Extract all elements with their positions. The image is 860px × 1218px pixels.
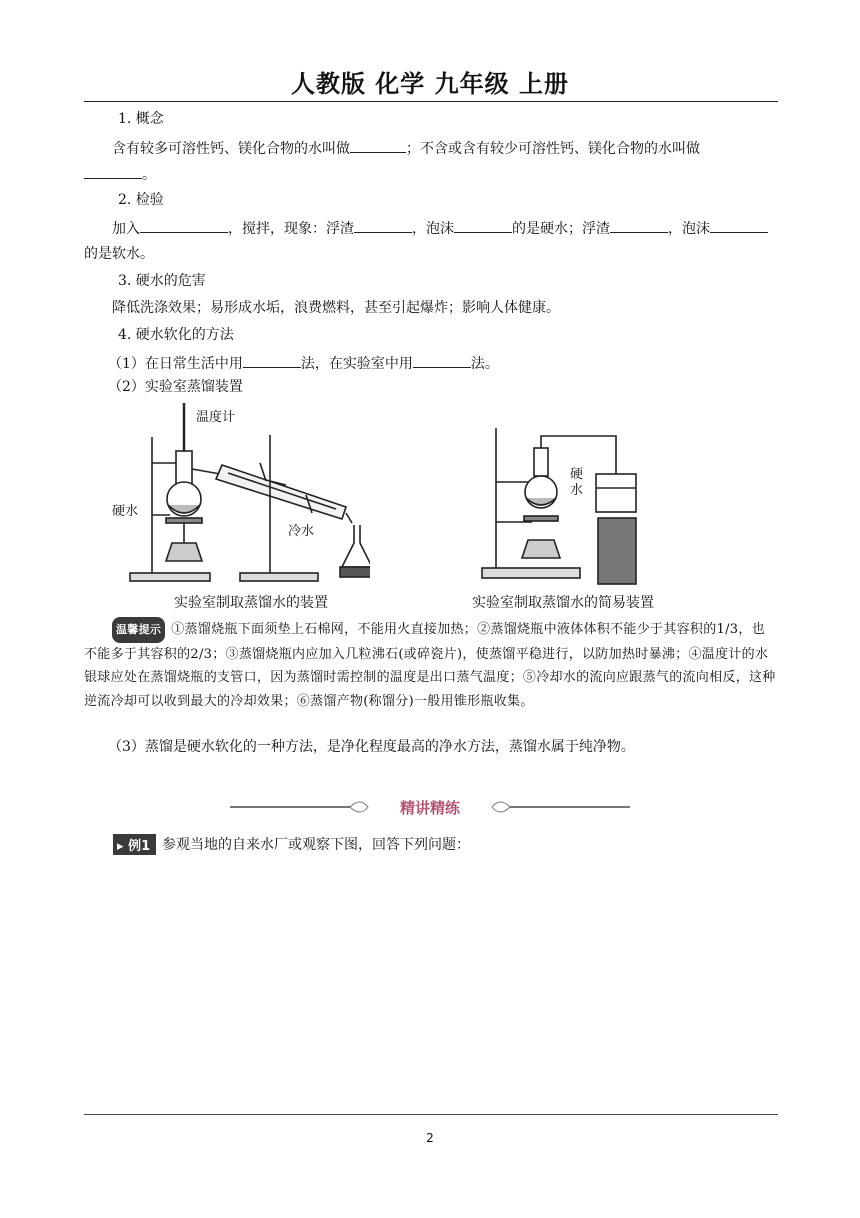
- example-text: 参观当地的自来水厂或观察下图，回答下列问题：: [162, 837, 470, 853]
- section2-t2: ，搅拌，现象：浮渣: [228, 221, 354, 237]
- simple-distillation-figure: [478, 418, 658, 586]
- section3-text: 降低洗涤效果；易形成水垢，浪费燃料，甚至引起爆炸；影响人体健康。: [112, 300, 560, 316]
- section4-item2: （2）实验室蒸馏装置: [108, 379, 243, 395]
- label-hard-water-right: 硬水: [570, 467, 584, 498]
- tips-text: ①蒸馏烧瓶下面须垫上石棉网，不能用火直接加热；②蒸馏烧瓶中液体体积不能少于其容积的1/3，也不能多于其容积的2/3；③蒸馏烧瓶内应加入几粒沸石(或碎瓷片)，使蒸馏平稳进行，以防加热时暴沸；④温度计的水银球应处在蒸馏烧瓶的支管口，因为蒸馏时需控制的温度是出口蒸气温度；⑤冷却水的流向应跟蒸气的流向相反，这种逆流冷却可以收到最大的冷却效果；⑥蒸馏产物(称馏分)一般用锥形瓶收集。: [84, 622, 776, 709]
- blank-scum-hard: [354, 218, 412, 233]
- page-number: 2: [426, 1131, 434, 1145]
- section4-item3: （3）蒸馏是硬水软化的一种方法，是净化程度最高的净水方法，蒸馏水属于纯净物。: [108, 739, 635, 755]
- blank-foam-soft: [710, 218, 768, 233]
- section1-line2: [84, 164, 156, 184]
- section2-line2: 的是软水。: [84, 246, 154, 262]
- section2-heading: 2. 检验: [118, 192, 164, 208]
- blank-scum-soft: [610, 218, 668, 233]
- section4-item1-a: （1）在日常生活中用: [108, 356, 243, 372]
- section1-heading: 1. 概念: [118, 111, 164, 127]
- tips-block: [84, 617, 778, 713]
- left-figure-caption: 实验室制取蒸馏水的装置: [174, 595, 328, 611]
- section2-t3: ，泡沫: [412, 221, 454, 237]
- example-badge-label: 例1: [128, 839, 151, 854]
- header-rule: [84, 101, 778, 102]
- section4-item1-c: 法。: [470, 356, 499, 372]
- example-badge: ▸ 例1: [113, 834, 156, 855]
- blank-lab-method: [413, 353, 471, 368]
- section2-line1: [112, 218, 768, 238]
- section1-text-b: ；不含或含有较少可溶性钙、镁化合物的水叫做: [406, 141, 700, 157]
- blank-daily-method: [243, 353, 301, 368]
- divider-label: 精讲精练: [399, 799, 461, 817]
- label-hard-water-left: 硬水: [112, 504, 139, 519]
- section1-text-c: 。: [142, 167, 156, 183]
- section1-line1: [112, 138, 700, 158]
- right-figure-caption: 实验室制取蒸馏水的简易装置: [472, 595, 654, 611]
- page-header-title: 人教版 化学 九年级 上册: [290, 70, 570, 98]
- section2-t5: ，泡沫: [668, 221, 710, 237]
- label-cold-water: 冷水: [288, 524, 315, 539]
- section4-item1: [108, 353, 499, 373]
- section2-t4: 的是硬水；浮渣: [512, 221, 610, 237]
- distillation-apparatus-figure: [110, 395, 370, 587]
- blank-hard-water: [350, 138, 406, 153]
- section1-text-a: 含有较多可溶性钙、镁化合物的水叫做: [112, 141, 350, 157]
- section3-heading: 3. 硬水的危害: [118, 273, 206, 289]
- section4-heading: 4. 硬水软化的方法: [118, 327, 234, 343]
- footer-rule: [84, 1114, 778, 1115]
- tips-badge: 温馨提示: [112, 617, 165, 643]
- label-thermometer: 温度计: [196, 410, 236, 425]
- section2-t1: 加入: [112, 221, 140, 237]
- blank-foam-hard: [454, 218, 512, 233]
- blank-soft-water: [84, 164, 142, 179]
- section4-item1-b: 法，在实验室中用: [300, 356, 413, 372]
- blank-reagent: [140, 218, 228, 233]
- section-divider: [230, 792, 630, 822]
